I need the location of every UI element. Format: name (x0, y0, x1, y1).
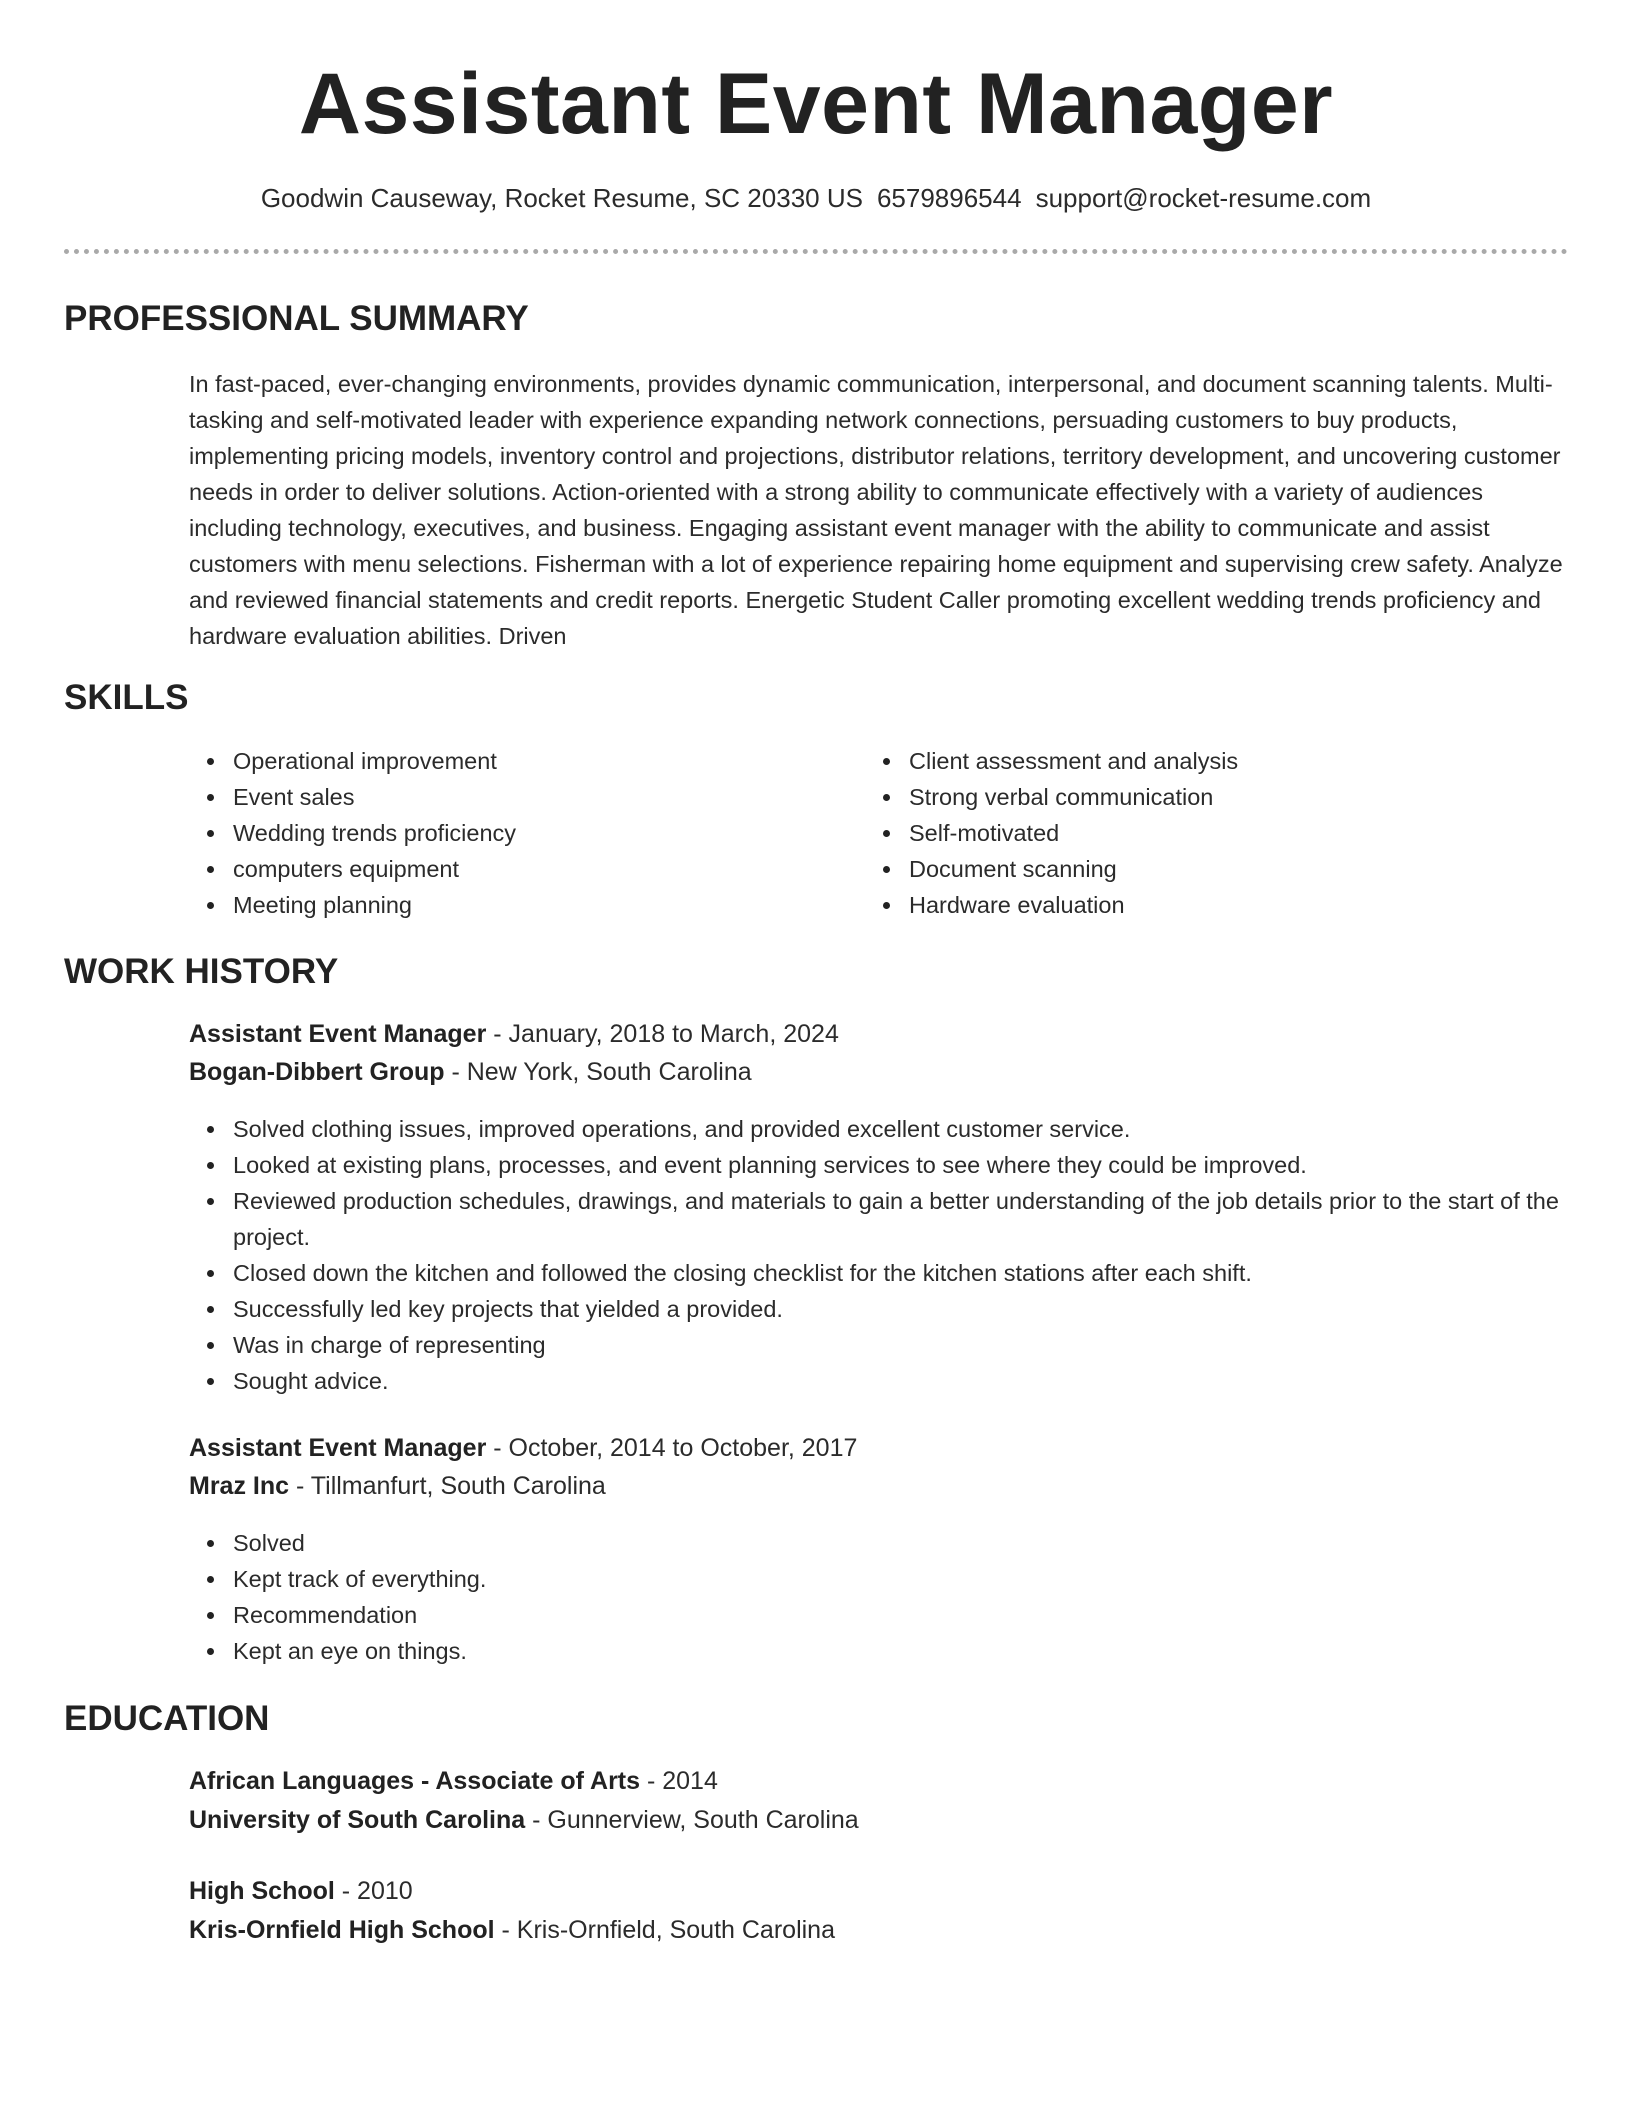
job-company: Bogan-Dibbert Group (189, 1058, 445, 1086)
job-title-line (189, 1429, 857, 1467)
job-company-line (189, 1053, 752, 1091)
degree-name: High School (189, 1877, 335, 1905)
education-heading: EDUCATION (64, 1699, 270, 1738)
summary-heading: PROFESSIONAL SUMMARY (64, 299, 529, 338)
contact-phone: 6579896544 (876, 183, 1022, 213)
job-role: Assistant Event Manager (189, 1434, 487, 1462)
job-1-duties (189, 1111, 1569, 1399)
school-location: - Kris-Ornfield, South Carolina (494, 1916, 835, 1944)
skills-list-left (189, 743, 829, 923)
job-company: Mraz Inc (189, 1472, 290, 1500)
duty-item: Recommendation (189, 1597, 1569, 1633)
skills-list-right (865, 743, 1545, 923)
skill-item: Client assessment and analysis (865, 743, 1545, 779)
skill-item: Strong verbal communication (865, 779, 1545, 815)
skill-item: Document scanning (865, 851, 1545, 887)
skills-heading: SKILLS (64, 678, 189, 717)
header-divider (64, 249, 1568, 254)
skill-item: Wedding trends proficiency (189, 815, 829, 851)
degree-name: African Languages - Associate of Arts (189, 1767, 641, 1795)
job-dates: - January, 2018 to March, 2024 (486, 1020, 839, 1048)
degree-year: - 2014 (640, 1767, 718, 1795)
degree-line (189, 1872, 413, 1910)
school-name: Kris-Ornfield High School (189, 1916, 495, 1944)
skill-item: Event sales (189, 779, 829, 815)
job-role: Assistant Event Manager (189, 1020, 487, 1048)
contact-line (0, 180, 1632, 216)
job-2-duties (189, 1525, 1569, 1669)
skill-item: computers equipment (189, 851, 829, 887)
school-name: University of South Carolina (189, 1806, 526, 1834)
duty-item: Solved clothing issues, improved operations, and provided excellent customer service. (189, 1111, 1569, 1147)
school-line (189, 1911, 835, 1949)
summary-text: In fast-paced, ever-changing environments, provides dynamic communication, interpersonal, and document scanning talents. Multi-tasking and self-motivated leader with experience expanding network connections, persuading customers to buy products, implementing pricing models, inventory control and projections, distributor relations, territory development, and uncovering customer needs in order to deliver solutions. Action-oriented with a strong ability to communicate effectively with a variety of audiences including technology, executives, and business. Engaging assistant event manager with the ability to communicate and assist customers with menu selections. Fisherman with a lot of experience repairing home equipment and supervising crew safety. Analyze and reviewed financial statements and credit reports. Energetic Student Caller promoting excellent wedding trends proficiency and hardware evaluation abilities. Driven (189, 371, 1563, 649)
skill-item: Hardware evaluation (865, 887, 1545, 923)
school-location: - Gunnerview, South Carolina (525, 1806, 859, 1834)
duty-item: Was in charge of representing (189, 1327, 1569, 1363)
job-location: - Tillmanfurt, South Carolina (289, 1472, 606, 1500)
duty-item: Kept track of everything. (189, 1561, 1569, 1597)
job-location: - New York, South Carolina (444, 1058, 752, 1086)
duty-item: Solved (189, 1525, 1569, 1561)
skill-item: Operational improvement (189, 743, 829, 779)
job-dates: - October, 2014 to October, 2017 (486, 1434, 858, 1462)
duty-item: Successfully led key projects that yielded a provided. (189, 1291, 1569, 1327)
contact-address: Goodwin Causeway, Rocket Resume, SC 20330 US (260, 183, 863, 213)
duty-item: Kept an eye on things. (189, 1633, 1569, 1669)
duty-item: Looked at existing plans, processes, and event planning services to see where they could be improved. (189, 1147, 1569, 1183)
duty-item: Reviewed production schedules, drawings, and materials to gain a better understanding of the job details prior to the start of the project. (189, 1183, 1569, 1255)
job-company-line (189, 1467, 606, 1505)
work-heading: WORK HISTORY (64, 952, 339, 991)
school-line (189, 1801, 859, 1839)
duty-item: Closed down the kitchen and followed the closing checklist for the kitchen stations after each shift. (189, 1255, 1569, 1291)
job-title-line (189, 1015, 839, 1053)
degree-line (189, 1762, 718, 1800)
skill-item: Self-motivated (865, 815, 1545, 851)
resume-name: Assistant Event Manager (298, 56, 1334, 152)
contact-email[interactable]: support@rocket-resume.com (1035, 183, 1372, 213)
degree-year: - 2010 (334, 1877, 413, 1905)
skill-item: Meeting planning (189, 887, 829, 923)
duty-item: Sought advice. (189, 1363, 1569, 1399)
